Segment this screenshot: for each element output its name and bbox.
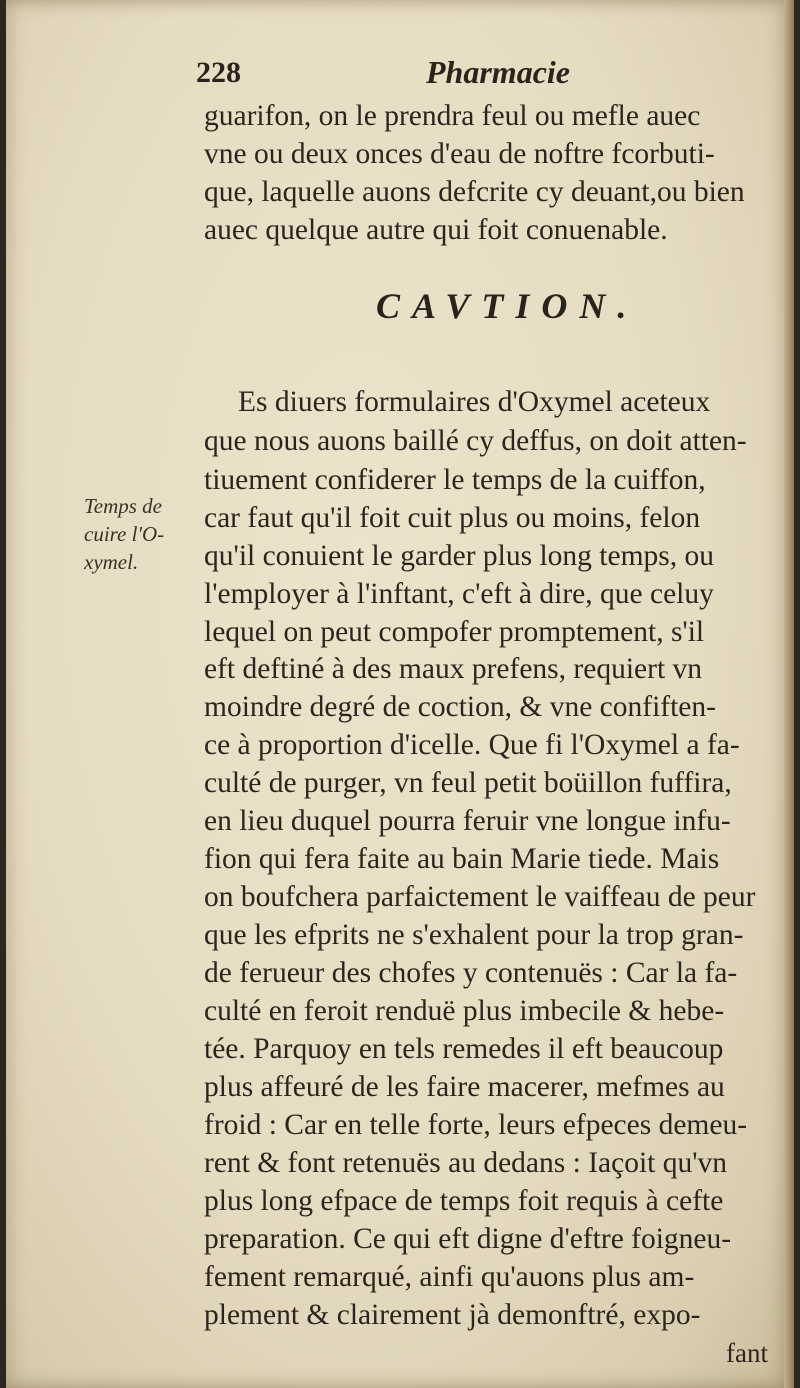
- text-line: ce à proportion d'icelle. Que fi l'Oxymel a fa-: [204, 729, 740, 761]
- text-line: que, laquelle auons defcrite cy deuant,ou bien: [204, 176, 745, 208]
- text-line: qu'il conuient le garder plus long temps, ou: [204, 540, 714, 572]
- text-line: plus affeuré de les faire macerer, mefmes au: [204, 1071, 725, 1103]
- margin-note-line: Temps de: [84, 494, 162, 518]
- section-heading: CAVTION.: [376, 286, 639, 326]
- margin-note-line: cuire l'O-: [84, 522, 165, 546]
- text-line: que nous auons baillé cy deffus, on doit atten-: [204, 425, 747, 457]
- text-line: tiuement confiderer le temps de la cuiffon,: [204, 464, 706, 496]
- text-line: moindre degré de coction, & vne confiften-: [204, 691, 716, 723]
- margin-note: [84, 492, 164, 576]
- text-line: plus long efpace de temps foit requis à cefte: [204, 1185, 724, 1217]
- text-line: culté de purger, vn feul petit boüillon fuffira,: [204, 767, 732, 799]
- text-line: car faut qu'il foit cuit plus ou moins, felon: [204, 502, 701, 534]
- text-line: tée. Parquoy en tels remedes il eft beaucoup: [204, 1033, 724, 1065]
- text-line: de ferueur des chofes y contenuës : Car la fa-: [204, 957, 738, 989]
- text-line: rent & font retenuës au dedans : Iaçoit qu'vn: [204, 1147, 728, 1179]
- text-line: froid : Car en telle forte, leurs efpeces demeu-: [204, 1109, 748, 1141]
- text-line: culté en feroit renduë plus imbecile & hebe-: [204, 995, 725, 1027]
- text-line: en lieu duquel pourra feruir vne longue infu-: [204, 805, 731, 837]
- text-line: plement & clairement jà demonftré, expo-: [204, 1299, 701, 1331]
- text-line: guarifon, on le prendra feul ou mefle auec: [204, 100, 701, 132]
- text-line: auec quelque autre qui foit conuenable.: [204, 214, 668, 246]
- text-line: l'employer à l'inftant, c'eft à dire, que celuy: [204, 578, 714, 610]
- catchword: fant: [726, 1338, 768, 1368]
- running-head: Pharmacie: [426, 54, 570, 90]
- text-line: fion qui fera faite au bain Marie tiede. Mais: [204, 843, 720, 875]
- text-line: Es diuers formulaires d'Oxymel aceteux: [238, 386, 711, 418]
- text-line: fement remarqué, ainfi qu'auons plus am-: [204, 1261, 695, 1293]
- page-edge: [784, 0, 794, 1388]
- text-line: que les efprits ne s'exhalent pour la trop gran-: [204, 919, 744, 951]
- margin-note-line: xymel.: [84, 550, 139, 574]
- book-page: [6, 0, 794, 1388]
- text-line: lequel on peut compofer promptement, s'il: [204, 616, 705, 648]
- text-line: on boufchera parfaictement le vaiffeau de peur: [204, 881, 756, 913]
- page-number: 228: [196, 56, 241, 89]
- text-line: preparation. Ce qui eft digne d'eftre foigneu-: [204, 1223, 732, 1255]
- text-line: vne ou deux onces d'eau de noftre fcorbuti-: [204, 138, 715, 170]
- text-line: eft deftiné à des maux prefens, requiert vn: [204, 653, 703, 685]
- page-header: [196, 52, 756, 96]
